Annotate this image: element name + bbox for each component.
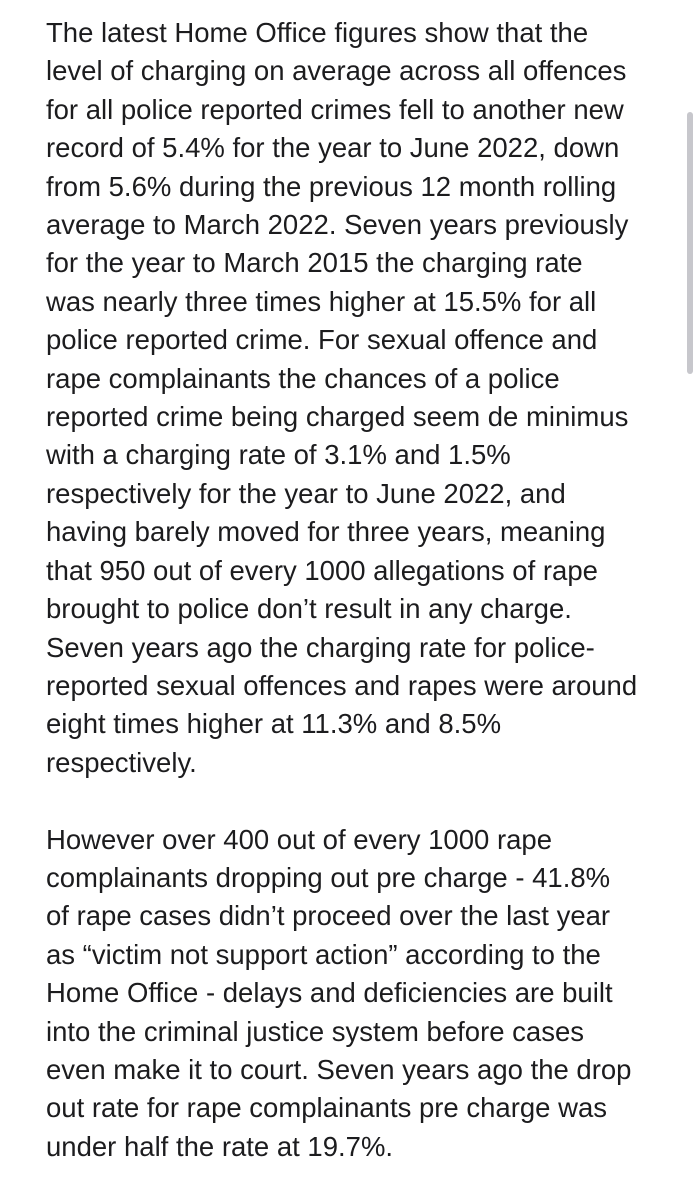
text-line: into the criminal justice system before cases [46,1015,584,1047]
text-line: complainants dropping out pre charge - 41.8% [46,861,611,893]
text-line: respectively. [46,746,197,778]
text-line: Seven years ago the charging rate for police- [46,631,595,663]
text-line: average to March 2022. Seven years previously [46,209,629,241]
text-line: for the year to March 2015 the charging rate [46,247,583,279]
text-line: Home Office - delays and deficiencies are built [46,977,613,1009]
paragraph-2 [46,821,658,1167]
vertical-scrollbar[interactable] [687,112,693,374]
text-line: under half the rate at 19.7%. [46,1130,394,1162]
text-line: eight times higher at 11.3% and 8.5% [46,708,502,740]
text-line: record of 5.4% for the year to June 2022, down [46,132,620,164]
text-line: brought to police don’t result in any charge. [46,593,572,625]
paragraph-spacer [46,782,658,820]
text-line: of rape cases didn’t proceed over the last year [46,900,611,932]
text-line: with a charging rate of 3.1% and 1.5% [46,439,511,471]
text-line: respectively for the year to June 2022, and [46,477,566,509]
text-line: having barely moved for three years, meaning [46,516,606,548]
text-line: for all police reported crimes fell to another new [46,93,624,125]
text-line: from 5.6% during the previous 12 month rolling [46,170,617,202]
text-line: reported crime being charged seem de minimus [46,401,629,433]
text-line: as “victim not support action” according to the [46,938,601,970]
text-line: The latest Home Office figures show that the [46,17,589,48]
text-line: that 950 out of every 1000 allegations of rape [46,554,598,586]
text-line: out rate for rape complainants pre charge was [46,1092,607,1124]
text-line: rape complainants the chances of a police [46,362,560,394]
text-line: However over 400 out of every 1000 rape [46,823,552,855]
text-line: reported sexual offences and rapes were around [46,669,638,701]
text-line: even make it to court. Seven years ago the drop [46,1053,632,1085]
text-line: was nearly three times higher at 15.5% for all [46,285,597,317]
text-line: police reported crime. For sexual offence and [46,324,598,356]
text-line: level of charging on average across all offences [46,55,627,87]
paragraph-1 [46,14,658,782]
article-body [46,14,658,1166]
